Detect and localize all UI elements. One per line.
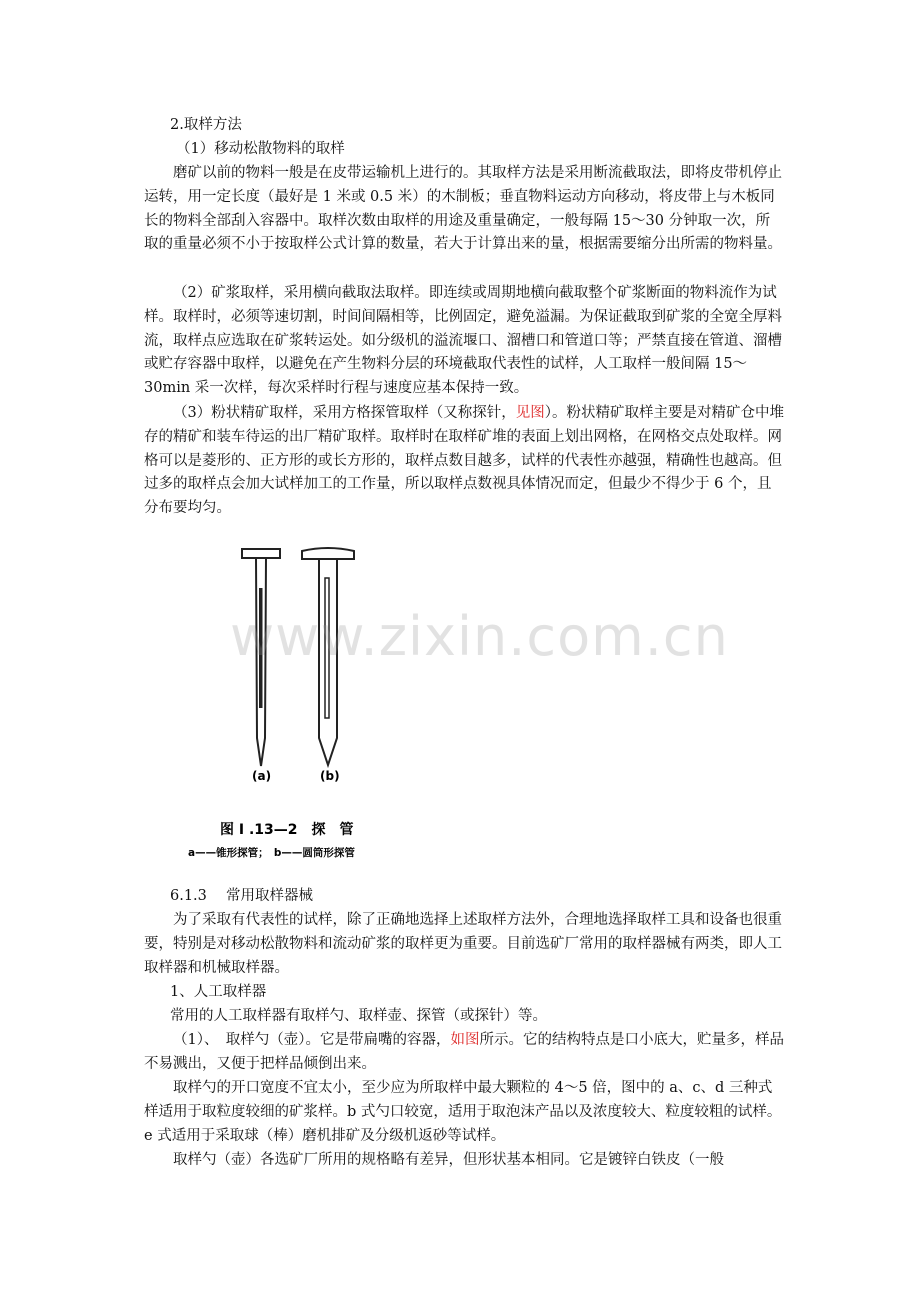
paragraph-sampling-scoop <box>144 1029 784 1077</box>
paragraph-manual-types: 常用的人工取样器有取样勺、取样壶、探管（或探针）等。 <box>170 1008 547 1024</box>
see-figure-link[interactable]: 见图 <box>515 405 545 421</box>
section-title-samplers: 6.1.3 常用取样器械 <box>170 888 314 904</box>
subheading-manual-sampler: 1、人工取样器 <box>170 984 267 1000</box>
paragraph-sampling-tools: 为了采取有代表性的试样，除了正确地选择上述取样方法外，合理地选择取样工具和设备也很重要，特别是对移动松散物料和流动矿浆的取样更为重要。目前选矿厂常用的取样器械有两类，即人工取样器和机械取样器。 <box>144 912 782 976</box>
paragraph-scoop-width: 取样勺的开口宽度不宜太小，至少应为所取样中最大颗粒的 4～5 倍，图中的 a、c、d 三种式样适用于取粒度较细的矿浆样。b 式勺口较宽，适用于取泡沫产品以及浓度较大、粒度较粗的试样。e 式适用于采取球（棒）磨机排矿及分级机返砂等试样。 <box>144 1080 782 1144</box>
watermark: www.zixin.com.cn <box>230 605 729 668</box>
p3-text-b: ）。粉状精矿取样主要是对精矿仓中堆存的精矿和装车待运的出厂精矿取样。取样时在取样矿堆的表面上划出网格，在网格交点处取样。网格可以是菱形的、正方形的或长方形的，取样点数目越多，试样的代表性亦越强，精确性也越高。但过多的取样点会加大试样加工的工作量，所以取样点数视具体情况而定，但最少不得少于 6 个，且分布要均匀。 <box>144 405 784 517</box>
p6-text-b: 所示。它的结构特点是口小底大，贮量多，样品不易溅出，又便于把样品倾倒出来。 <box>144 1032 784 1072</box>
paragraph-slurry-sampling: （2）矿浆取样，采用横向截取法取样。即连续或周期地横向截取整个矿浆断面的物料流作为试样。取样时，必须等速切割，时间间隔相等，比例固定，避免溢漏。为保证截取到矿浆的全宽全厚料流，取样点应选取在矿浆转运处。如分级机的溢流堰口、溜槽口和管道口等；严禁直接在管道、溜槽或贮存容器中取样，以避免在产生物料分层的环境截取代表性的试样，人工取样一般间隔 15～30min 采一次样，每次采样时行程与速度应基本保持一致。 <box>144 285 782 397</box>
as-figure-link[interactable]: 如图 <box>450 1032 480 1048</box>
figure-caption: 图 I .13—2 探 管 <box>220 822 354 838</box>
section-heading: 2.取样方法 <box>170 117 242 133</box>
probe-figure <box>188 533 420 873</box>
paragraph-powder-concentrate <box>144 402 784 521</box>
label-a: (a) <box>252 769 272 783</box>
subheading-loose-material: （1）移动松散物料的取样 <box>176 141 345 157</box>
label-b: (b) <box>320 769 340 783</box>
p3-text-a: （3）粉状精矿取样，采用方格探管取样（又称探针， <box>173 405 516 421</box>
paragraph-scoop-specs: 取样勺（壶）各选矿厂所用的规格略有差异，但形状基本相同。它是镀锌白铁皮（一般 <box>173 1152 724 1168</box>
figure-legend: a——锥形探管； b——圆筒形探管 <box>188 847 355 859</box>
paragraph-loose-material: 磨矿以前的物料一般是在皮带运输机上进行的。其取样方法是采用断流截取法，即将皮带机停止运转，用一定长度（最好是 1 米或 0.5 米）的木制板；垂直物料运动方向移动，将皮带上与木板同长的物料全部刮入容器中。取样次数由取样的用途及重量确定，一般每隔 15～30 分钟取一次，所取的重量必须不小于按取样公式计算的数量，若大于计算出来的量，根据需要缩分出所需的物料量。 <box>144 165 782 253</box>
p6-text-a: （1）、 取样勺（壶）。它是带扁嘴的容器， <box>173 1032 451 1048</box>
